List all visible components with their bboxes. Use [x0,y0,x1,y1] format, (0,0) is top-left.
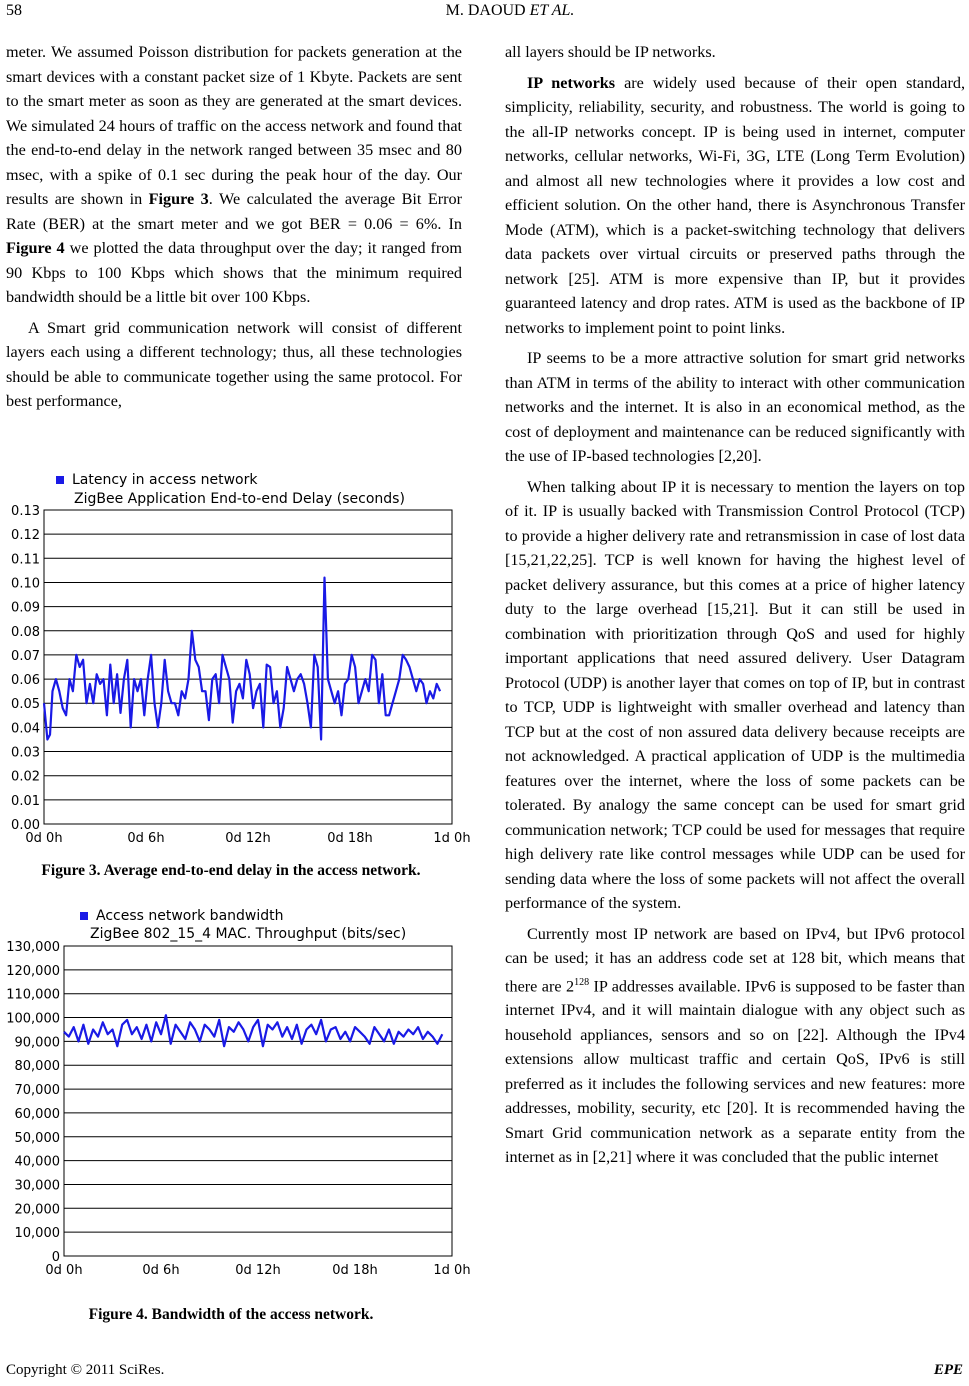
page-number: 58 [6,2,22,19]
y-tick-label: 0.09 [11,600,40,616]
y-tick-label: 0.08 [11,624,40,640]
right-paragraph-4 [505,922,965,1170]
left-paragraph-1 [6,40,462,310]
x-tick-label: 0d 6h [127,831,165,846]
figure-4-ref: Figure 4 [6,239,65,257]
running-head-authors: M. DAOUD [445,2,530,19]
chart-title: ZigBee Application End-to-end Delay (seconds) [74,491,405,507]
text-run: Currently most IP network are based on IPv4, but IPv6 protocol can be used; it has an address code set at 128 bit, which means that there are 2 [505,924,965,995]
running-head-etal: ET AL. [529,2,575,19]
figure-4-chart [0,900,471,1285]
y-tick-label: 0.12 [11,528,40,544]
x-tick-label: 0d 18h [332,1263,378,1278]
y-tick-label: 0.00 [11,818,40,833]
footer-copyright: Copyright © 2011 SciRes. [6,1362,165,1378]
x-tick-label: 0d 0h [45,1263,83,1278]
right-paragraph-0: all layers should be IP networks. [505,43,716,61]
x-tick-label: 0d 12h [225,831,271,846]
y-tick-label: 110,000 [6,987,60,1003]
text-run: are widely used because of their open standard, simplicity, reliability, security, and robustness. The world is going to the all-IP networks concept. IP is being used in internet, computer networks, cellular networks, Wi-Fi, 3G, LTE (Long Term Evolution) and almost all new technologies where it provides a low cost and efficient solution. On the other hand, there is Asynchronous Transfer Mode (ATM), which is a packet-switching technology that delivers data packets over virtual circuits or preserved paths through the network [25]. ATM is more expensive than IP, but it provides guaranteed latency and drop rates. ATM is used as the backbone of IP networks to implement point to point links. [505,73,965,337]
text-run: meter. We assumed Poisson distribution for packets generation at the smart devices with a constant packet size of 1 Kbyte. Packets are sent to the smart meter as soon as they are generated at the smart devices. We simulated 24 hours of traffic on the access network and found that the end-to-end delay in the network ranged between 35 msec and 80 msec, with a spike of 0.1 sec during the peak hour of the day. Our results are shown in [6,43,462,208]
y-tick-label: 20,000 [14,1202,60,1218]
legend-label: Access network bandwidth [96,908,284,924]
y-tick-label: 0.05 [11,697,40,713]
y-tick-label: 0.10 [11,576,40,592]
footer-journal: EPE [933,1362,963,1378]
y-tick-label: 0.03 [11,745,40,761]
text-run: . We calculated the average Bit Error Rate (BER) at the smart meter and we got BER = 0.06 = 6%. In [6,190,463,233]
legend-swatch [80,912,88,920]
ip-networks-heading: IP networks [527,73,616,92]
y-tick-label: 80,000 [14,1059,60,1075]
chart-title: ZigBee 802_15_4 MAC. Throughput (bits/sec) [90,926,407,942]
y-tick-label: 100,000 [6,1011,60,1027]
y-tick-label: 130,000 [6,940,60,955]
left-paragraph-2: A Smart grid communication network will consist of different layers each using a different technology; thus, all these technologies should be able to communicate together using the same protocol. For best performance, [6,318,462,410]
superscript: 128 [574,976,590,988]
x-tick-label: 0d 0h [25,831,63,846]
y-tick-label: 0 [51,1250,60,1265]
x-tick-label: 0d 18h [327,831,373,846]
right-paragraph-1 [505,71,965,341]
plot-area [64,946,452,1256]
y-tick-label: 90,000 [14,1035,60,1051]
figure-3-caption: Figure 3. Average end-to-end delay in the access network. [41,862,421,879]
right-paragraph-2: IP seems to be a more attractive solution for smart grid networks than ATM in terms of the ability to interact with other communication networks and the internet. It is also in an economical method, as the cost of deployment and maintenance can be reduced significantly with the use of IP-based technologies [2,20]. [505,349,965,465]
y-tick-label: 0.11 [11,552,40,568]
x-tick-label: 0d 6h [142,1263,180,1278]
legend-label: Latency in access network [72,472,258,488]
x-tick-label: 0d 12h [235,1263,281,1278]
figure-3-chart [0,466,471,846]
y-tick-label: 40,000 [14,1154,60,1170]
y-tick-label: 0.02 [11,769,40,785]
running-head [410,2,610,20]
left-column [6,40,462,420]
text-run: IP addresses available. IPv6 is supposed to be faster than internet IPv4, and it will maintain dialogue with any object such as household appliances, sensors and so on [22]. Although the IPv4 extensions allow multicast traffic and certain QoS, IPv6 is still preferred as it includes the following services and new features: more addresses, mobility, security, etc [20]. It is recommended having the Smart Grid communication network as a separate entity from the internet as in [2,21] where it was concluded that the public internet [505,976,965,1167]
y-tick-label: 0.13 [11,504,40,519]
y-tick-label: 0.04 [11,721,40,737]
legend-swatch [56,476,64,484]
series-line [44,578,440,740]
y-tick-label: 0.06 [11,673,40,689]
x-tick-label: 1d 0h [433,831,471,846]
y-tick-label: 30,000 [14,1178,60,1194]
y-tick-label: 0.01 [11,793,40,809]
y-tick-label: 10,000 [14,1226,60,1242]
y-tick-label: 0.07 [11,648,40,664]
y-tick-label: 70,000 [14,1083,60,1099]
x-tick-label: 1d 0h [433,1263,471,1278]
figure-4-caption: Figure 4. Bandwidth of the access network. [88,1306,374,1323]
figure-3-ref: Figure 3 [148,190,209,208]
y-tick-label: 120,000 [6,963,60,979]
right-column [505,40,965,1176]
y-tick-label: 60,000 [14,1106,60,1122]
y-tick-label: 50,000 [14,1130,60,1146]
text-run: we plotted the data throughput over the day; it ranged from 90 Kbps to 100 Kbps which shows that the minimum required bandwidth should be a little bit over 100 Kbps. [6,239,462,306]
right-paragraph-3: When talking about IP it is necessary to mention the layers on top of it. IP is usually backed with Transmission Control Protocol (TCP) to provide a higher delivery rate and retransmission in case of lost data [15,21,22,25]. TCP is well known for having the highest level of packet delivery assurance, but this comes at a price of higher latency duty to the large overhead [15,21]. But it can still be used in combination with prioritization through QoS and used for highly important applications that need assured delivery. User Datagram Protocol (UDP) is another layer that comes on top of IP, but in contrast to TCP, UDP is lightweight with smaller overhead and latency than TCP but at the cost of non assured data delivery because receipts are not acknowledged. A practical application of UDP is the multimedia features over the internet, where the loss of some packets can be tolerated. By analogy the same concept can be used for smart grid communication network; TCP could be used for messages that require high delivery rate like control messages while UDP can be used for sending data where the loss of some packets will not affect the overall performance of the system. [505,477,965,912]
